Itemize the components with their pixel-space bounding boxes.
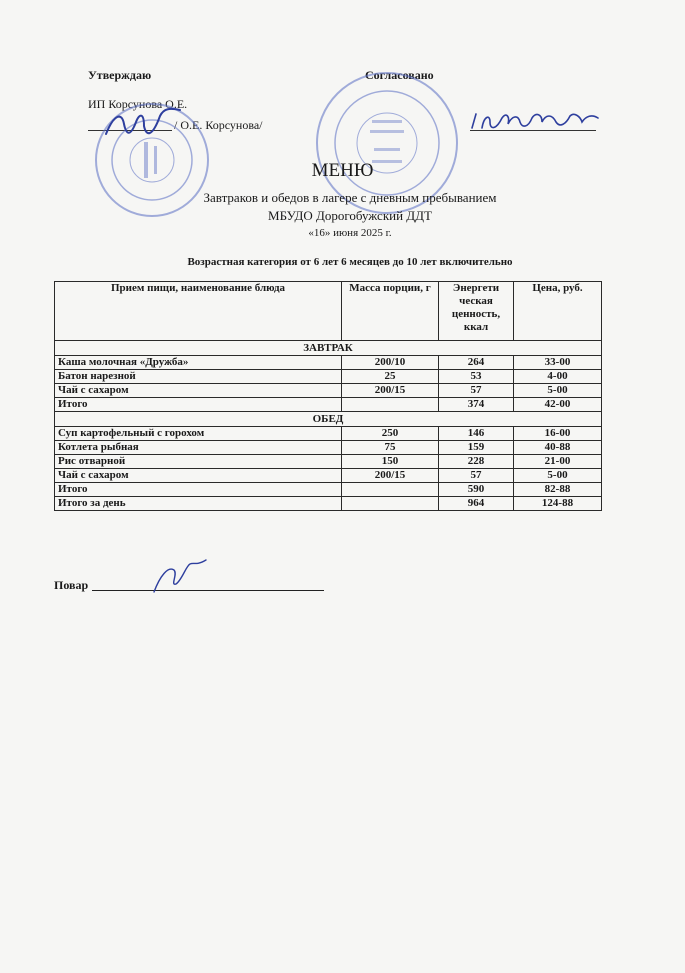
document-subtitle-line1: Завтраков и обедов в лагере с дневным пребыванием <box>203 190 497 205</box>
dish-price: 16-00 <box>514 427 602 441</box>
table-row <box>55 469 602 483</box>
approve-signature-line <box>88 130 172 131</box>
section-row-lunch <box>55 412 602 427</box>
day-total-price: 124-88 <box>514 497 602 511</box>
dish-mass: 200/15 <box>342 384 439 398</box>
dish-energy: 228 <box>439 455 514 469</box>
dish-energy: 57 <box>439 384 514 398</box>
day-total-energy: 964 <box>439 497 514 511</box>
table-row <box>55 441 602 455</box>
subtotal-mass <box>342 398 439 412</box>
dish-mass: 75 <box>342 441 439 455</box>
subtotal-price: 82-88 <box>514 483 602 497</box>
agree-title: Согласовано <box>365 68 434 82</box>
section-row-breakfast <box>55 341 602 356</box>
subtotal-price: 42-00 <box>514 398 602 412</box>
dish-energy: 159 <box>439 441 514 455</box>
table-row-subtotal <box>55 483 602 497</box>
header-energy: Энергети ческая ценность, ккал <box>439 282 514 341</box>
section-label-lunch: ОБЕД <box>55 412 602 427</box>
subtotal-energy: 374 <box>439 398 514 412</box>
table-row <box>55 370 602 384</box>
day-total-mass <box>342 497 439 511</box>
subtotal-mass <box>342 483 439 497</box>
header-mass: Масса порции, г <box>342 282 439 341</box>
dish-mass: 200/10 <box>342 356 439 370</box>
dish-name: Чай с сахаром <box>55 384 342 398</box>
cook-label: Повар <box>54 578 89 592</box>
day-total-label: Итого за день <box>55 497 342 511</box>
dish-price: 5-00 <box>514 469 602 483</box>
dish-name: Суп картофельный с горохом <box>55 427 342 441</box>
section-label-breakfast: ЗАВТРАК <box>55 341 602 356</box>
dish-energy: 53 <box>439 370 514 384</box>
table-row <box>55 384 602 398</box>
table-row <box>55 356 602 370</box>
dish-price: 40-88 <box>514 441 602 455</box>
dish-energy: 57 <box>439 469 514 483</box>
dish-name: Рис отварной <box>55 455 342 469</box>
header-dish: Прием пищи, наименование блюда <box>55 282 342 341</box>
age-category: Возрастная категория от 6 лет 6 месяцев до 10 лет включительно <box>187 256 513 268</box>
dish-name: Каша молочная «Дружба» <box>55 356 342 370</box>
agree-signature-line <box>470 130 596 131</box>
document-title: МЕНЮ <box>311 160 374 181</box>
dish-name: Котлета рыбная <box>55 441 342 455</box>
subtotal-label: Итого <box>55 398 342 412</box>
dish-energy: 146 <box>439 427 514 441</box>
dish-price: 33-00 <box>514 356 602 370</box>
dish-price: 21-00 <box>514 455 602 469</box>
dish-mass: 200/15 <box>342 469 439 483</box>
dish-name: Батон нарезной <box>55 370 342 384</box>
document-date: «16» июня 2025 г. <box>308 227 392 239</box>
table-row-day-total <box>55 497 602 511</box>
approve-org: ИП Корсунова О.Е. <box>88 97 188 111</box>
table-header-row <box>55 282 602 341</box>
dish-price: 4-00 <box>514 370 602 384</box>
dish-name: Чай с сахаром <box>55 469 342 483</box>
approve-title: Утверждаю <box>88 68 152 82</box>
table-row <box>55 455 602 469</box>
subtotal-label: Итого <box>55 483 342 497</box>
subtotal-energy: 590 <box>439 483 514 497</box>
table-row-subtotal <box>55 398 602 412</box>
cook-signature-line <box>92 590 324 591</box>
approve-name: / О.Е. Корсунова/ <box>174 118 263 132</box>
table-row <box>55 427 602 441</box>
dish-energy: 264 <box>439 356 514 370</box>
menu-table <box>54 281 602 511</box>
dish-price: 5-00 <box>514 384 602 398</box>
header-price: Цена, руб. <box>514 282 602 341</box>
document-subtitle-line2: МБУДО Дорогобужский ДДТ <box>268 208 432 223</box>
dish-mass: 250 <box>342 427 439 441</box>
dish-mass: 150 <box>342 455 439 469</box>
dish-mass: 25 <box>342 370 439 384</box>
